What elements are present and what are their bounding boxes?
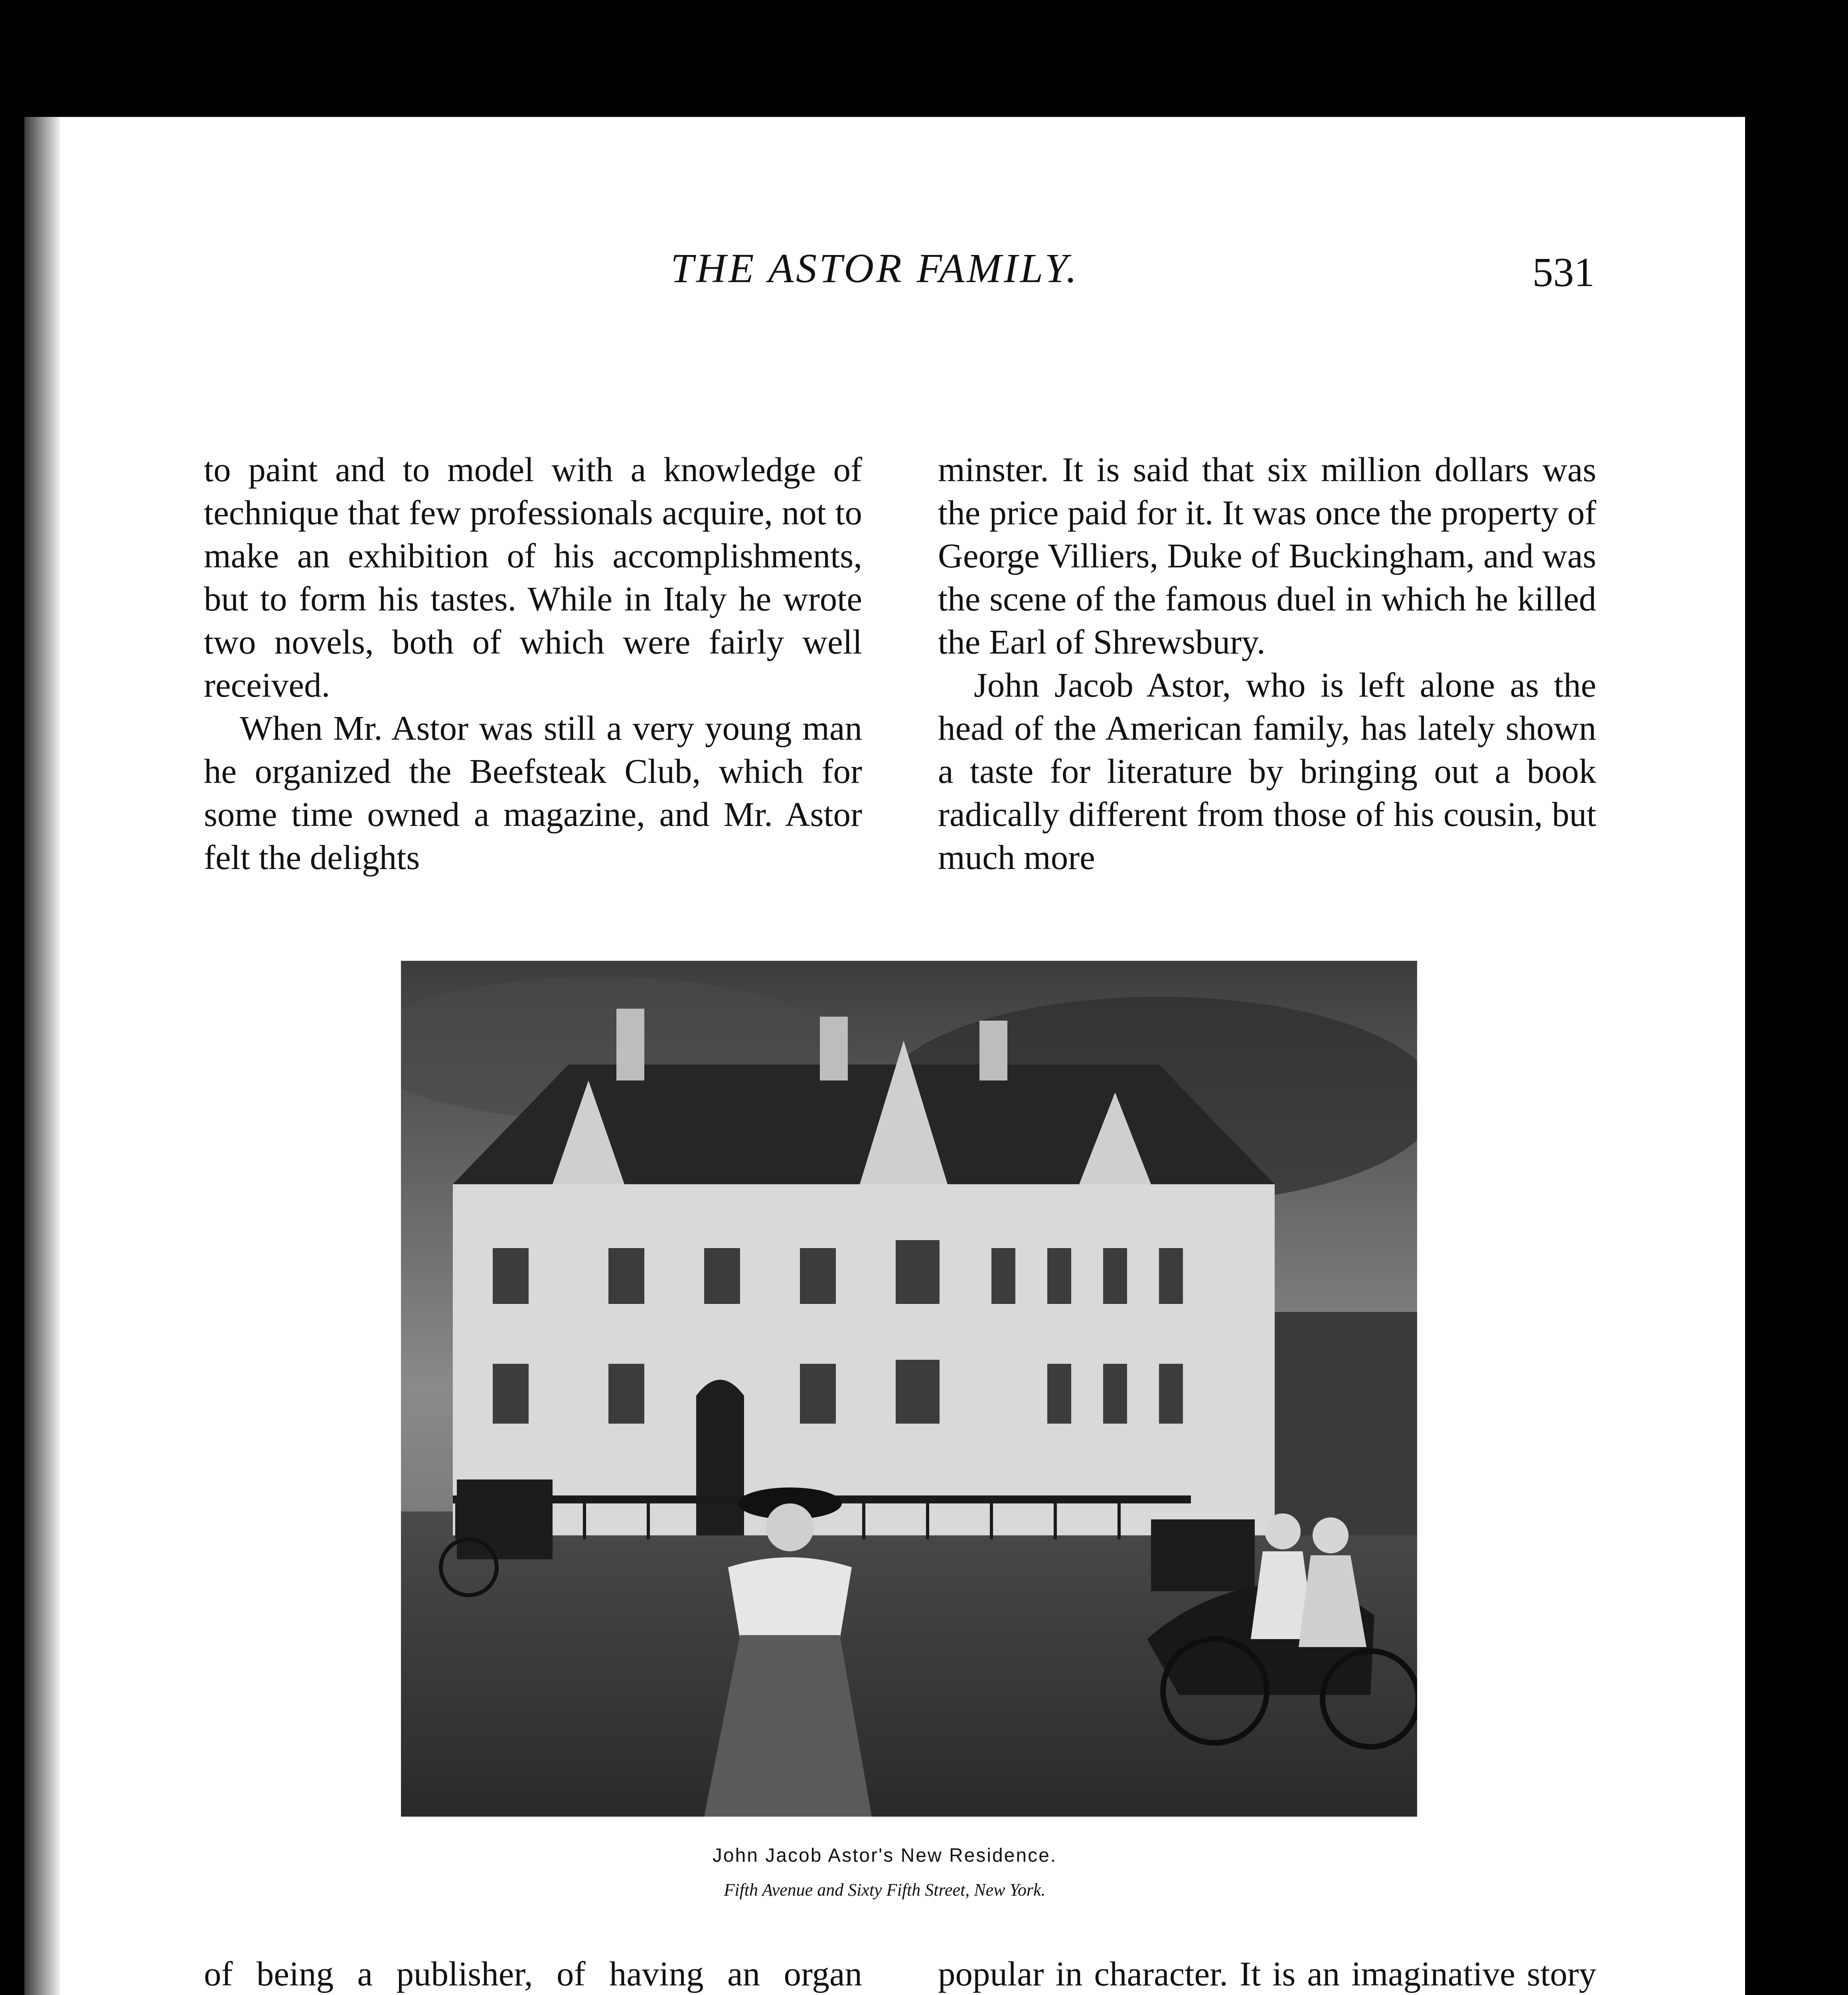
paragraph: to paint and to model with a knowledge of technique that few professionals acquire, not to make an exhibition of his accomplishments, but to form his tastes. While in Italy he wrote two novels, both of which were fairly well received. xyxy=(204,450,862,704)
page-header xyxy=(24,245,1745,296)
text-run: of being a publisher, of having an organ xyxy=(204,1954,862,1993)
magazine-page xyxy=(24,117,1745,1995)
column-top-right xyxy=(938,448,1596,879)
running-title: THE ASTOR FAMILY. xyxy=(671,245,1079,291)
paragraph: When Mr. Astor was still a very young man he organized the Beefsteak Club, which for some time owned a magazine, and Mr. Astor felt the delights xyxy=(204,709,862,877)
residence-illustration xyxy=(401,961,1417,1817)
column-top-left xyxy=(204,448,862,879)
column-bottom-left xyxy=(204,1952,862,1995)
illustration-caption: John Jacob Astor's New Residence. xyxy=(712,1845,1057,1866)
mansion-drawing xyxy=(401,961,1417,1817)
illustration-subcaption: Fifth Avenue and Sixty Fifth Street, New York. xyxy=(724,1880,1046,1900)
paragraph: John Jacob Astor, who is left alone as the head of the American family, has lately shown a taste for literature by bringing out a book radically different from those of his cousin, but much more xyxy=(938,666,1596,877)
column-bottom-right xyxy=(938,1952,1596,1995)
page-spine-shadow xyxy=(24,117,60,1995)
paragraph: minster. It is said that six million dollars was the price paid for it. It was once the property of George Villiers, Duke of Buckingham, and was the scene of the famous duel in which he killed the Earl of Shrewsbury. xyxy=(938,450,1596,661)
paragraph xyxy=(204,1952,862,1995)
paragraph: popular in character. It is an imaginative story xyxy=(938,1954,1596,1993)
page-number: 531 xyxy=(1532,249,1595,295)
